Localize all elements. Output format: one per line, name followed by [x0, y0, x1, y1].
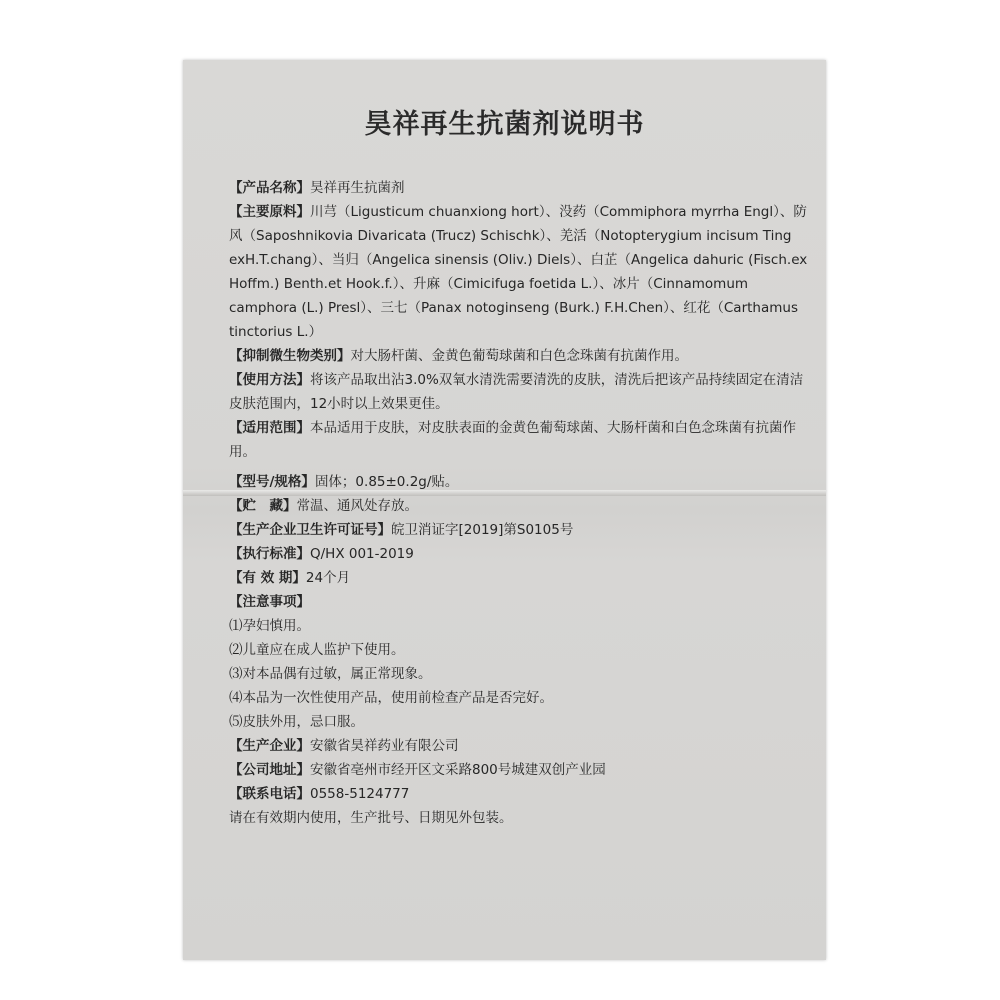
- entry-text: 将该产品取出沾3.0%双氧水清洗需要清洗的皮肤，清洗后把该产品持续固定在清洁皮肤范围内，12小时以上效果更佳。: [229, 372, 804, 412]
- license-row: [229, 518, 809, 542]
- standard-row: [229, 542, 809, 566]
- entry-text: 皖卫消证字[2019]第S0105号: [391, 522, 574, 538]
- entry-text: 常温、通风处存放。: [296, 498, 418, 514]
- precaution-item: ⑸皮肤外用，忌口服。: [229, 714, 364, 730]
- precaution-item: ⑵儿童应在成人监护下使用。: [229, 642, 405, 658]
- entry-label: 【适用范围】: [229, 420, 310, 436]
- entry-label: 【注意事项】: [229, 594, 310, 610]
- entry-label: 【主要原料】: [229, 204, 310, 220]
- entry-label: 【生产企业卫生许可证号】: [229, 522, 391, 538]
- entry-text: 24个月: [305, 570, 351, 586]
- entry-label: 【型号/规格】: [229, 474, 315, 490]
- address-row: [229, 758, 809, 782]
- instruction-sheet: [183, 60, 826, 960]
- precaution-item: ⑴孕妇慎用。: [229, 618, 310, 634]
- precaution-item: ⑷本品为一次性使用产品，使用前检查产品是否完好。: [229, 690, 553, 706]
- entry-text: 川芎（Ligusticum chuanxiong hort）、没药（Commiphora myrrha Engl）、防风（Saposhnikovia Divaricata (Trucz) Schischk）、羌活（Notopterygium incisum Ting exH.T.chang）、当归（Angelica sinensis (Oliv.) Diels）、白芷（Angelica dahuric (Fisch.ex Hoffm.) Benth.et Hook.f.）、升麻（Cimicifuga foetida L.）、冰片（Cinnamomum camphora (L.) Presl）、三七（Panax notoginseng (Burk.) F.H.Chen）、红花（Carthamus tinctorius L.）: [229, 204, 808, 340]
- entry-text: 本品适用于皮肤，对皮肤表面的金黄色葡萄球菌、大肠杆菌和白色念珠菌有抗菌作用。: [229, 420, 796, 460]
- entry-text: 安徽省昊祥药业有限公司: [310, 738, 459, 754]
- spec-row: [229, 470, 809, 494]
- storage-row: [229, 494, 809, 518]
- entry-text: Q/HX 001-2019: [310, 546, 414, 562]
- entry-label: 【公司地址】: [229, 762, 310, 778]
- precaution-item: ⑶对本品偶有过敏，属正常现象。: [229, 666, 432, 682]
- microbe-category-row: [229, 344, 809, 368]
- entry-text: 固体；0.85±0.2g/贴。: [314, 474, 459, 490]
- entry-label: 【使用方法】: [229, 372, 310, 388]
- entry-text: 安徽省亳州市经开区文采路800号城建双创产业园: [310, 762, 606, 778]
- validity-row: [229, 566, 809, 590]
- phone-row: [229, 782, 809, 806]
- document-body: [229, 176, 809, 830]
- footer-note: 请在有效期内使用，生产批号、日期见外包装。: [229, 810, 513, 826]
- entry-label: 【产品名称】: [229, 180, 310, 196]
- entry-text: 对大肠杆菌、金黄色葡萄球菌和白色念珠菌有抗菌作用。: [350, 348, 688, 364]
- document-title: 昊祥再生抗菌剂说明书: [364, 109, 645, 140]
- ingredients-row: [229, 200, 809, 344]
- scope-row: [229, 416, 809, 464]
- usage-method-row: [229, 368, 809, 416]
- product-name-row: [229, 176, 809, 200]
- entry-label: 【贮 藏】: [229, 498, 297, 514]
- entry-text: 昊祥再生抗菌剂: [310, 180, 405, 196]
- entry-text: 0558-5124777: [310, 786, 410, 802]
- entry-label: 【抑制微生物类别】: [229, 348, 351, 364]
- entry-label: 【联系电话】: [229, 786, 310, 802]
- entry-label: 【执行标准】: [229, 546, 310, 562]
- manufacturer-row: [229, 734, 809, 758]
- entry-label: 【生产企业】: [229, 738, 310, 754]
- precautions-heading: [229, 590, 809, 614]
- entry-label: 【有 效 期】: [229, 570, 306, 586]
